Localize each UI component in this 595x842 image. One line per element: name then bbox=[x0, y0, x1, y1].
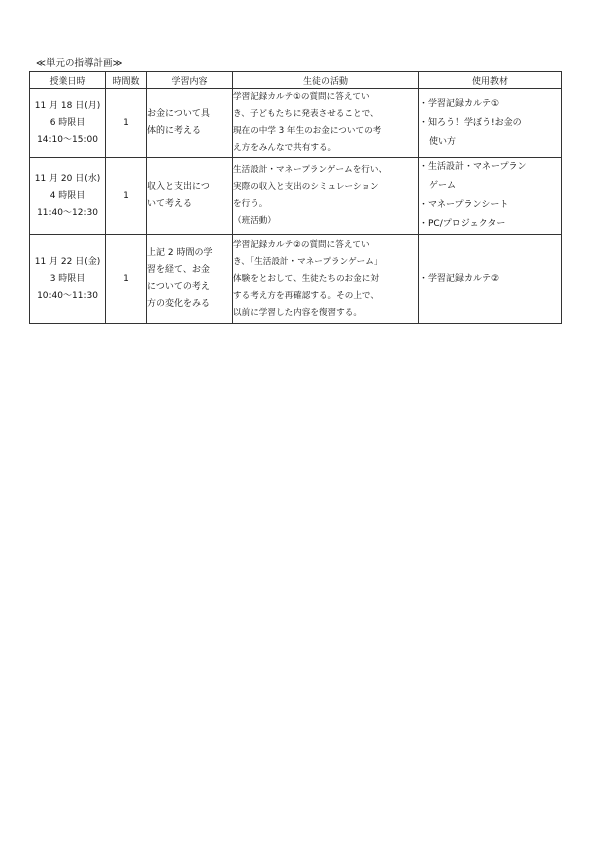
activity-line: 学習記録カルテ①の質問に答えてい bbox=[233, 92, 370, 102]
lesson-time: 11:40～12:30 bbox=[37, 207, 98, 218]
activity-line: え方をみんなで共有する。 bbox=[233, 143, 337, 153]
lesson-plan-table bbox=[29, 71, 562, 324]
activity-line: を行う。 bbox=[233, 199, 268, 209]
material-item bbox=[419, 114, 561, 152]
lesson-datetime-cell bbox=[30, 89, 106, 158]
activity-line: 実際の収入と支出のシミュレーション bbox=[233, 182, 379, 192]
lesson-period: 4 時限目 bbox=[49, 190, 86, 201]
lesson-date: 11 月 18 日(月) bbox=[34, 100, 101, 111]
activity-line: き、子どもたちに発表させることで、 bbox=[233, 109, 379, 119]
activity-line: （班活動） bbox=[233, 216, 276, 226]
material-line: ・学習記録カルテ② bbox=[419, 273, 500, 284]
lesson-period: 3 時限目 bbox=[49, 273, 86, 284]
materials-cell bbox=[419, 89, 562, 158]
activity-line: する考え方を再確認する。その上で、 bbox=[233, 290, 379, 301]
content-line: 体的に考える bbox=[147, 126, 202, 136]
student-activity-cell bbox=[233, 235, 419, 324]
content-line: 習を経て、お金 bbox=[147, 265, 210, 275]
material-line: ・マネープランシート bbox=[419, 200, 509, 210]
page-title: ≪単元の指導計画≫ bbox=[36, 58, 123, 69]
material-item bbox=[419, 95, 561, 114]
material-line: ・PC/プロジェクター bbox=[419, 219, 506, 229]
content-line: 方の変化をみる bbox=[147, 299, 211, 309]
materials-cell bbox=[419, 158, 562, 235]
student-activity-cell bbox=[233, 89, 419, 158]
table-header-row bbox=[30, 72, 562, 89]
table-row bbox=[30, 235, 562, 324]
lesson-date: 11 月 20 日(水) bbox=[34, 173, 101, 184]
lesson-datetime-cell bbox=[30, 158, 106, 235]
lesson-date: 11 月 22 日(金) bbox=[34, 256, 101, 267]
material-line: 使い方 bbox=[429, 136, 457, 147]
content-line: お金について具 bbox=[147, 109, 210, 119]
material-line: ゲーム bbox=[429, 181, 457, 191]
header-hours: 時間数 bbox=[106, 72, 147, 89]
activity-line: 以前に学習した内容を復習する。 bbox=[233, 307, 362, 318]
activity-line: 現在の中学 3 年生のお金についての考 bbox=[233, 126, 382, 136]
material-item bbox=[419, 158, 561, 196]
content-line: についての考え bbox=[147, 282, 210, 292]
lesson-time: 10:40～11:30 bbox=[37, 290, 98, 301]
header-student-activity: 生徒の活動 bbox=[233, 72, 419, 89]
content-line: 収入と支出につ bbox=[147, 182, 210, 192]
learning-content-cell bbox=[147, 89, 233, 158]
lesson-period: 6 時限目 bbox=[49, 117, 86, 128]
material-line: ・生活設計・マネープラン bbox=[419, 162, 527, 172]
learning-content-cell bbox=[147, 235, 233, 324]
hours-cell: 1 bbox=[106, 235, 147, 324]
activity-line: 生活設計・マネープランゲームを行い、 bbox=[233, 165, 388, 175]
materials-cell bbox=[419, 235, 562, 324]
learning-content-cell bbox=[147, 158, 233, 235]
table-row bbox=[30, 89, 562, 158]
material-item bbox=[419, 215, 561, 234]
material-item bbox=[419, 196, 561, 215]
activity-line: 体験をとおして、生徒たちのお金に対 bbox=[233, 273, 379, 284]
header-lesson-datetime: 授業日時 bbox=[30, 72, 106, 89]
content-line: いて考える bbox=[147, 199, 193, 209]
lesson-time: 14:10～15:00 bbox=[37, 134, 98, 145]
activity-line: 学習記録カルテ②の質問に答えてい bbox=[233, 239, 370, 250]
activity-line: き、「生活設計・マネープランゲーム」 bbox=[233, 256, 383, 267]
material-line: ・学習記録カルテ① bbox=[419, 98, 500, 109]
content-line: 上記 2 時間の学 bbox=[147, 248, 213, 258]
lesson-datetime-cell bbox=[30, 235, 106, 324]
material-item bbox=[419, 270, 561, 289]
header-materials: 使用教材 bbox=[419, 72, 562, 89]
hours-cell: 1 bbox=[106, 89, 147, 158]
header-learning-content: 学習内容 bbox=[147, 72, 233, 89]
table-row bbox=[30, 158, 562, 235]
student-activity-cell bbox=[233, 158, 419, 235]
material-line: ・知ろう！学ぼう!お金の bbox=[419, 117, 522, 128]
hours-cell: 1 bbox=[106, 158, 147, 235]
